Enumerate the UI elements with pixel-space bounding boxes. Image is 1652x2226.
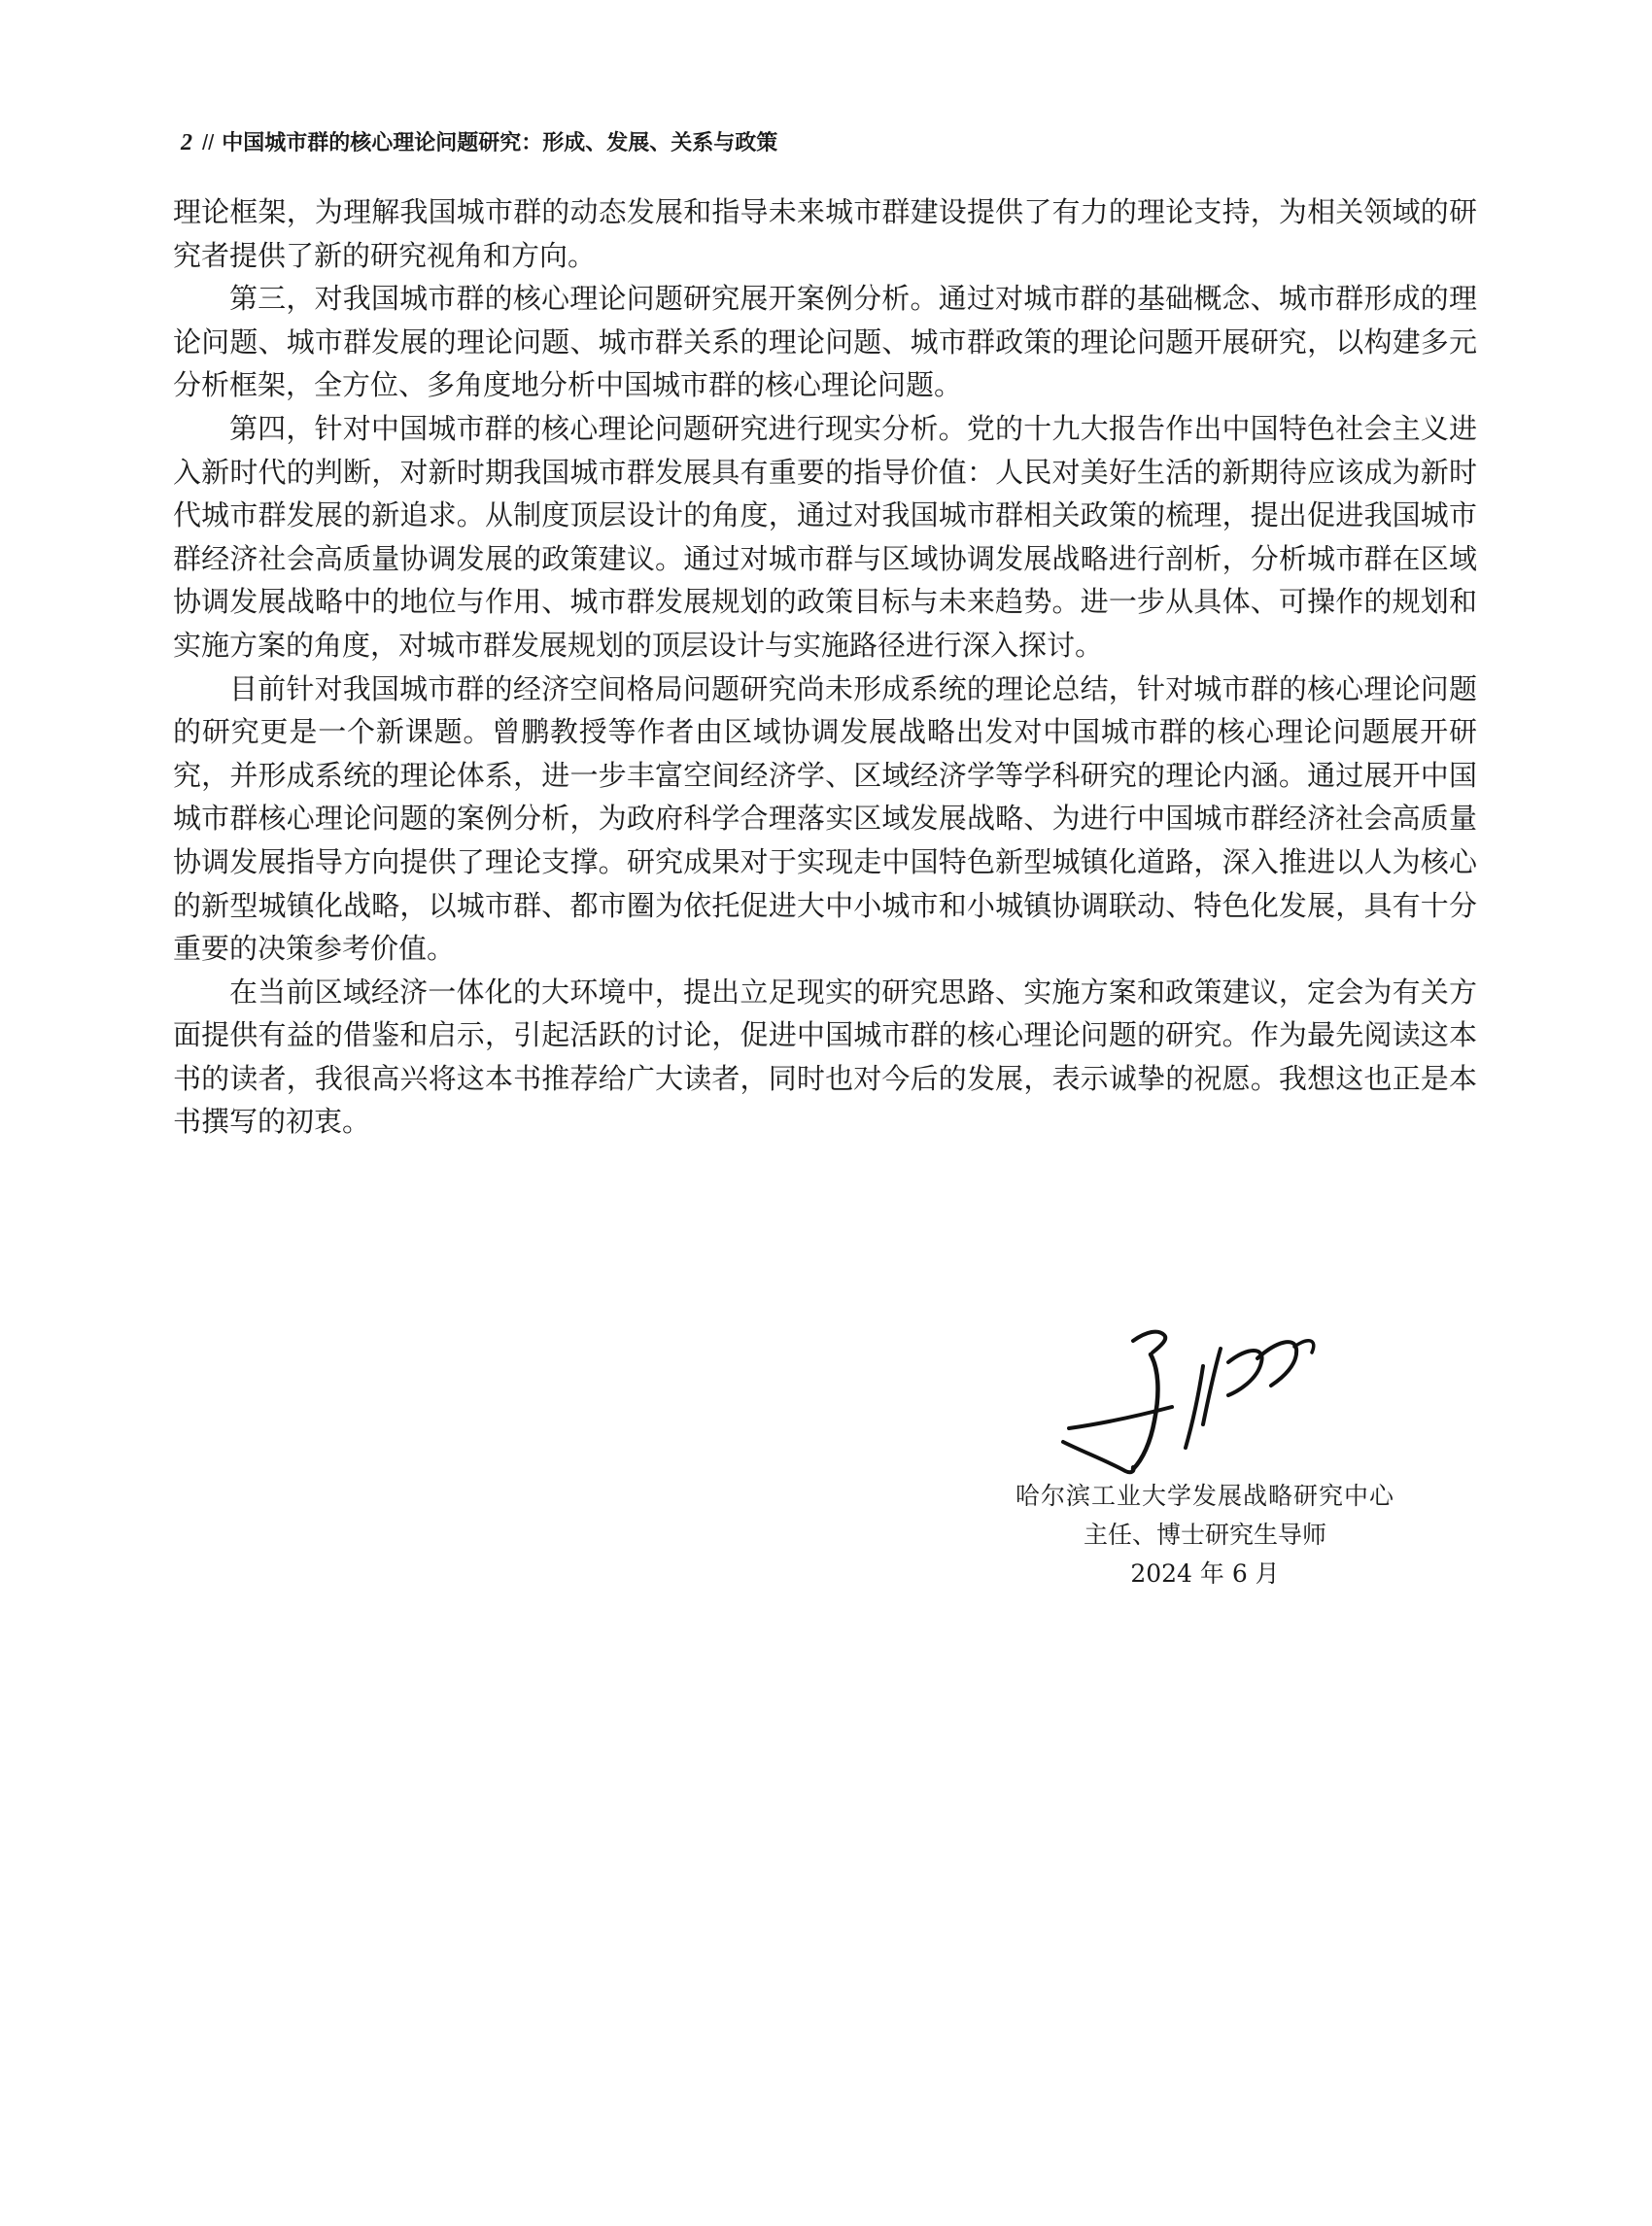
signature-organization: 哈尔滨工业大学发展战略研究中心: [1015, 1482, 1394, 1510]
book-title: 中国城市群的核心理论问题研究：形成、发展、关系与政策: [222, 130, 778, 154]
signature-block: [952, 1477, 1458, 1593]
paragraph-continued: 理论框架，为理解我国城市群的动态发展和指导未来城市群建设提供了有力的理论支持，为相关领域的研究者提供了新的研究视角和方向。: [173, 195, 1477, 272]
paragraph-fourth-point: 第四，针对中国城市群的核心理论问题研究进行现实分析。党的十九大报告作出中国特色社会主义进入新时代的判断，对新时期我国城市群发展具有重要的指导价值：人民对美好生活的新期待应该成为新时代城市群发展的新追求。从制度顶层设计的角度，通过对我国城市群相关政策的梳理，提出促进我国城市群经济社会高质量协调发展的政策建议。通过对城市群与区域协调发展战略进行剖析，分析城市群在区域协调发展战略中的地位与作用、城市群发展规划的政策目标与未来趋势。进一步从具体、可操作的规划和实施方案的角度，对城市群发展规划的顶层设计与实施路径进行深入探讨。: [173, 411, 1477, 662]
paragraph-closing: 在当前区域经济一体化的大环境中，提出立足现实的研究思路、实施方案和政策建议，定会为有关方面提供有益的借鉴和启示，引起活跃的讨论，促进中国城市群的核心理论问题的研究。作为最先阅读这本书的读者，我很高兴将这本书推荐给广大读者，同时也对今后的发展，表示诚挚的祝愿。我想这也正是本书撰写的初衷。: [173, 975, 1477, 1139]
handwritten-signature: [1057, 1323, 1349, 1489]
paragraph-evaluation: 目前针对我国城市群的经济空间格局问题研究尚未形成系统的理论总结，针对城市群的核心理论问题的研究更是一个新课题。曾鹏教授等作者由区域协调发展战略出发对中国城市群的核心理论问题展开研究，并形成系统的理论体系，进一步丰富空间经济学、区域经济学等学科研究的理论内涵。通过展开中国城市群核心理论问题的案例分析，为政府科学合理落实区域发展战略、为进行中国城市群经济社会高质量协调发展指导方向提供了理论支撑。研究成果对于实现走中国特色新型城镇化道路，深入推进以人为核心的新型城镇化战略，以城市群、都市圈为依托促进大中小城市和小城镇协调联动、特色化发展，具有十分重要的决策参考价值。: [173, 671, 1477, 966]
header-separator: //: [202, 130, 215, 154]
signature-date: 2024 年 6 月: [1130, 1559, 1280, 1588]
page-number: 2: [181, 130, 192, 155]
signature-position: 主任、博士研究生导师: [1083, 1521, 1326, 1549]
body-text: [173, 190, 1477, 1144]
paragraph-third-point: 第三，对我国城市群的核心理论问题研究展开案例分析。通过对城市群的基础概念、城市群形成的理论问题、城市群发展的理论问题、城市群关系的理论问题、城市群政策的理论问题开展研究，以构建多元分析框架，全方位、多角度地分析中国城市群的核心理论问题。: [173, 282, 1477, 402]
running-header: [181, 126, 777, 156]
